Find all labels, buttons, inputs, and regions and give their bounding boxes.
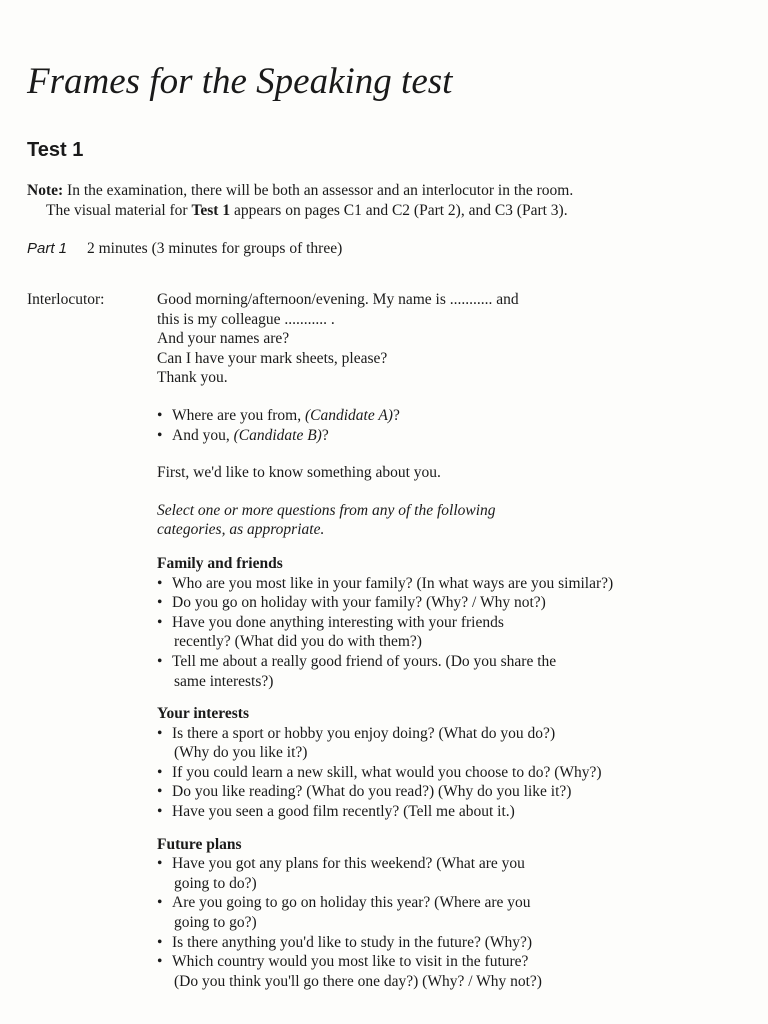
test-heading: Test 1 <box>27 139 84 161</box>
question-line: • Do you go on holiday with your family? (Why? / Why not?) <box>172 594 546 612</box>
question-list <box>157 724 747 822</box>
question-line: • If you could learn a new skill, what would you choose to do? (Why?) <box>172 763 602 781</box>
intro-line: this is my colleague ........... . <box>157 310 335 328</box>
category-heading: Your interests <box>157 705 249 723</box>
part-duration: 2 minutes (3 minutes for groups of three) <box>87 240 343 257</box>
list-item <box>157 724 747 763</box>
instruction-line: categories, as appropriate. <box>157 521 325 539</box>
speaker-label: Interlocutor: <box>27 291 105 308</box>
part-label: Part 1 <box>27 240 68 257</box>
question-line: going to do?) <box>174 874 257 892</box>
intro-line: Can I have your mark sheets, please? <box>157 349 388 367</box>
interlocutor-script <box>157 290 747 991</box>
question-line: • Do you like reading? (What do you read?) (Why do you like it?) <box>172 783 572 801</box>
question-line: • Tell me about a really good friend of yours. (Do you share the <box>172 652 557 670</box>
note-line-1: In the examination, there will be both an assessor and an interlocutor in the room. <box>63 182 574 199</box>
candidate-placeholder: (Candidate A) <box>304 406 393 424</box>
page-title: Frames for the Speaking test <box>27 61 453 102</box>
question-line: (Do you think you'll go there one day?) (Why? / Why not?) <box>174 972 542 990</box>
note-label: Note: <box>27 182 64 199</box>
candidate-placeholder: (Candidate B) <box>233 426 322 444</box>
list-item <box>157 933 747 953</box>
intro-line: Thank you. <box>157 369 228 387</box>
intro-line: And your names are? <box>157 330 290 348</box>
question-line: (Why do you like it?) <box>174 744 308 762</box>
question-line: • Who are you most like in your family? (In what ways are you similar?) <box>172 574 614 592</box>
intro-line: Good morning/afternoon/evening. My name is ........... and <box>157 291 519 308</box>
where-from-questions <box>157 406 747 445</box>
list-item <box>157 893 747 932</box>
category-heading: Future plans <box>157 835 242 853</box>
list-item <box>157 952 747 991</box>
list-item <box>157 802 747 822</box>
note-line-2-pre: The visual material for <box>46 202 192 219</box>
question-line: • Which country would you most like to visit in the future? <box>172 953 529 971</box>
list-item <box>157 406 747 426</box>
list-item <box>157 782 747 802</box>
first-line: First, we'd like to know something about you. <box>157 464 441 482</box>
question-line: • Have you got any plans for this weekend? (What are you <box>172 855 525 873</box>
note-line-2-post: appears on pages C1 and C2 (Part 2), and C3 (Part 3). <box>230 202 568 219</box>
list-item <box>157 854 747 893</box>
question-list <box>157 574 747 692</box>
question-text: ? <box>392 406 400 424</box>
instruction <box>157 501 747 540</box>
part-row <box>27 239 342 259</box>
instruction-line: Select one or more questions from any of the following <box>157 501 496 519</box>
question-text: And you, <box>172 426 234 444</box>
question-line: • Are you going to go on holiday this year? (Where are you <box>172 894 531 912</box>
question-text: ? <box>321 426 329 444</box>
categories <box>157 554 747 991</box>
list-item <box>157 652 747 691</box>
question-list <box>157 854 747 991</box>
question-line: • Have you seen a good film recently? (Tell me about it.) <box>172 803 515 821</box>
list-item <box>157 593 747 613</box>
note <box>27 181 727 221</box>
list-item <box>157 763 747 783</box>
question-line: • Is there a sport or hobby you enjoy doing? (What do you do?) <box>172 724 556 742</box>
question-line: • Have you done anything interesting with your friends <box>172 613 504 631</box>
question-line: • Is there anything you'd like to study in the future? (Why?) <box>172 933 533 951</box>
category-heading: Family and friends <box>157 554 283 572</box>
question-text: Where are you from, <box>172 406 305 424</box>
question-line: recently? (What did you do with them?) <box>174 633 422 651</box>
list-item <box>157 613 747 652</box>
question-line: going to go?) <box>174 914 257 932</box>
question-line: same interests?) <box>174 672 274 690</box>
list-item <box>157 574 747 594</box>
intro-block <box>157 290 747 388</box>
list-item <box>157 426 747 446</box>
note-line-2-bold: Test 1 <box>191 202 231 219</box>
